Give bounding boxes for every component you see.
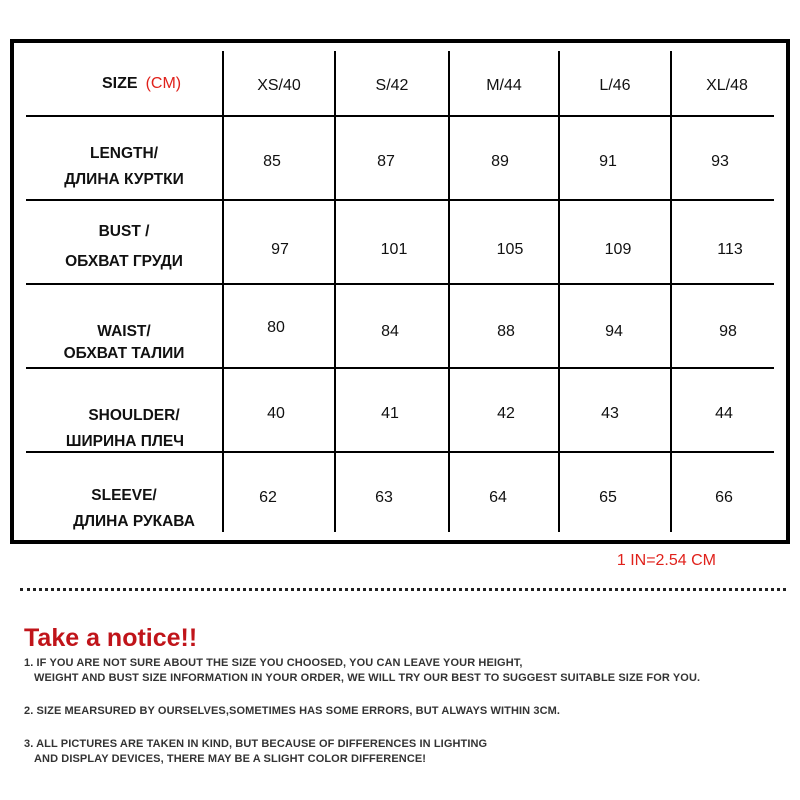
table-cell: 97	[271, 241, 289, 258]
label-ru: ОБХВАТ ГРУДИ	[65, 253, 183, 270]
table-cell: 43	[601, 405, 619, 422]
table-cell: 88	[497, 323, 515, 340]
table-cell: 89	[491, 153, 509, 170]
column-divider	[448, 51, 450, 532]
label-ru: ДЛИНА КУРТКИ	[64, 171, 184, 188]
table-cell: 84	[381, 323, 399, 340]
label-ru: ШИРИНА ПЛЕЧ	[65, 433, 185, 450]
column-divider	[670, 51, 672, 532]
size-column-header: S/42	[375, 77, 409, 94]
table-cell: 93	[711, 153, 729, 170]
label-en: SHOULDER/	[88, 407, 180, 424]
notice-number: 2.	[24, 705, 34, 717]
table-cell: 87	[377, 153, 395, 170]
size-column-header: L/46	[599, 77, 631, 94]
row-divider	[26, 367, 774, 369]
table-cell: 94	[605, 323, 623, 340]
notice-item-2	[24, 704, 560, 719]
size-column-header: XS/40	[257, 77, 301, 94]
column-divider	[222, 51, 224, 532]
table-cell: 62	[259, 489, 277, 506]
column-divider	[334, 51, 336, 532]
table-cell: 64	[489, 489, 507, 506]
table-cell: 113	[717, 241, 743, 258]
size-column-header: XL/48	[706, 77, 748, 94]
dotted-divider	[20, 588, 786, 591]
size-header-label	[102, 75, 181, 93]
row-divider	[26, 115, 774, 117]
size-label: SIZE	[102, 75, 138, 92]
table-cell: 85	[263, 153, 281, 170]
size-unit: (CM)	[145, 75, 182, 92]
table-cell: 109	[604, 241, 632, 258]
row-label-bust	[34, 219, 214, 275]
label-en: SLEEVE/	[91, 487, 157, 504]
table-cell: 41	[381, 405, 399, 422]
notice-item-3	[24, 737, 487, 767]
row-label-length	[34, 141, 214, 193]
row-label-shoulder	[34, 403, 234, 455]
row-divider	[26, 199, 774, 201]
table-cell: 65	[599, 489, 617, 506]
label-en: LENGTH/	[89, 145, 159, 162]
notice-title: Take a notice!!	[24, 624, 198, 652]
table-cell: 66	[715, 489, 733, 506]
label-ru: ДЛИНА РУКАВА	[73, 513, 195, 530]
row-label-waist	[34, 319, 214, 367]
notice-text-cont: WEIGHT AND BUST SIZE INFORMATION IN YOUR ORDER, WE WILL TRY OUR BEST TO SUGGEST SUITABLE SIZE FOR YOU.	[34, 672, 701, 684]
label-en: WAIST/	[97, 323, 151, 340]
notice-text-cont: AND DISPLAY DEVICES, THERE MAY BE A SLIGHT COLOR DIFFERENCE!	[34, 753, 427, 765]
label-ru: ОБХВАТ ТАЛИИ	[63, 345, 185, 362]
notice-number: 1.	[24, 657, 34, 669]
table-cell: 42	[497, 405, 515, 422]
column-divider	[558, 51, 560, 532]
table-cell: 80	[267, 319, 285, 336]
table-cell: 44	[715, 405, 733, 422]
size-chart-table	[10, 39, 790, 544]
table-cell: 105	[496, 241, 524, 258]
table-cell: 101	[380, 241, 408, 258]
table-cell: 98	[719, 323, 737, 340]
label-en: BUST /	[98, 223, 150, 240]
notice-text: IF YOU ARE NOT SURE ABOUT THE SIZE YOU CHOOSED, YOU CAN LEAVE YOUR HEIGHT,	[36, 657, 523, 669]
row-label-sleeve	[34, 483, 234, 535]
row-divider	[26, 283, 774, 285]
size-column-header: M/44	[486, 77, 522, 94]
notice-number: 3.	[24, 738, 34, 750]
notice-text: ALL PICTURES ARE TAKEN IN KIND, BUT BECAUSE OF DIFFERENCES IN LIGHTING	[36, 738, 488, 750]
notice-item-1	[24, 656, 700, 686]
table-cell: 91	[599, 153, 617, 170]
table-cell: 63	[375, 489, 393, 506]
table-cell: 40	[267, 405, 285, 422]
unit-conversion-note: 1 IN=2.54 CM	[616, 552, 716, 569]
notice-text: SIZE MEARSURED BY OURSELVES,SOMETIMES HAS SOME ERRORS, BUT ALWAYS WITHIN 3CM.	[36, 705, 561, 717]
